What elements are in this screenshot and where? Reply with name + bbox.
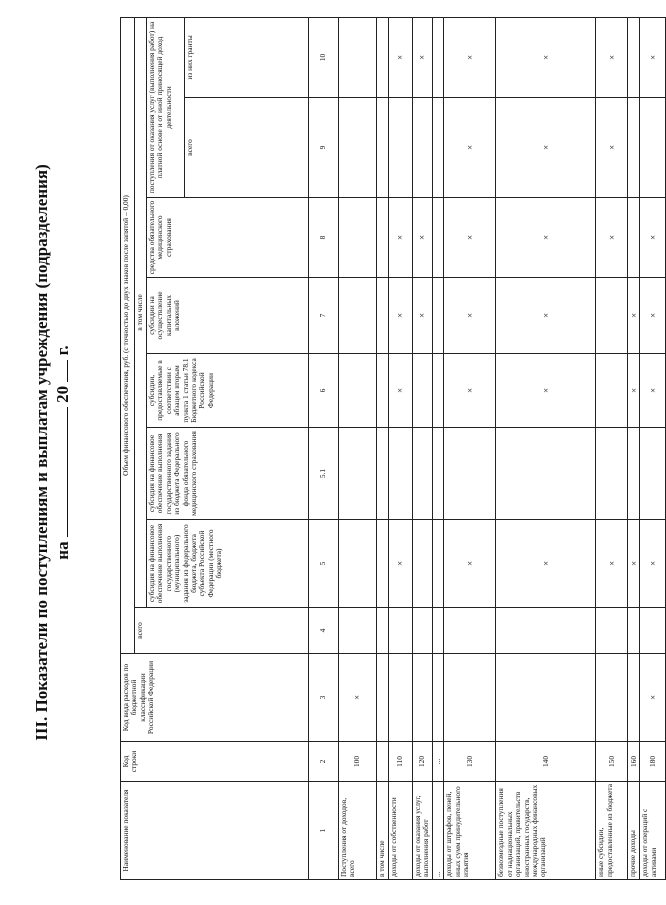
row-cell: × <box>628 278 640 354</box>
column-number: 4 <box>309 608 339 654</box>
header-col6: субсидии, предоставляемые в соответствии с абзацем вторым пункта 1 статьи 78.1 Бюджетного кодекса Российской Федерации <box>147 354 309 428</box>
row-cell <box>339 98 377 198</box>
row-cell: × <box>628 520 640 608</box>
row-cell: × <box>444 520 496 608</box>
row-cell <box>640 608 666 654</box>
indicators-table <box>120 17 666 880</box>
row-cell <box>640 428 666 520</box>
row-cell: × <box>389 17 413 97</box>
row-cell: × <box>496 520 596 608</box>
row-cell: × <box>339 654 377 742</box>
row-cell <box>496 654 596 742</box>
row-cell <box>596 354 628 428</box>
row-cell <box>339 608 377 654</box>
column-number: 5.1 <box>309 428 339 520</box>
header-col7: субсидии на осуществление капитальных вложений <box>147 278 309 354</box>
column-numbers-row <box>309 17 339 879</box>
column-number: 7 <box>309 278 339 354</box>
row-cell: × <box>444 278 496 354</box>
row-cell <box>413 98 433 198</box>
header-total: всего <box>135 608 309 654</box>
row-code: 140 <box>496 742 596 782</box>
row-cell: × <box>444 198 496 278</box>
row-cell: × <box>496 17 596 97</box>
row-cell <box>496 428 596 520</box>
column-number: 2 <box>309 742 339 782</box>
header-col9-group: поступления от оказания услуг (выполнения работ) на платной основе и от иной приносящей доход деятельности <box>147 17 185 197</box>
table-row <box>496 17 596 879</box>
row-cell <box>444 654 496 742</box>
header-row-code: Код строки <box>121 742 309 782</box>
row-name: ... <box>433 782 444 880</box>
row-cell <box>444 428 496 520</box>
row-cell <box>377 98 389 198</box>
row-cell: × <box>413 17 433 97</box>
subtitle-year-suffix: г. <box>53 345 72 356</box>
row-cell <box>377 428 389 520</box>
row-cell: × <box>496 198 596 278</box>
row-cell <box>433 98 444 198</box>
row-cell <box>628 98 640 198</box>
row-cell: × <box>628 354 640 428</box>
row-cell <box>433 654 444 742</box>
row-name: иные субсидии, предоставленные из бюджета <box>596 782 628 880</box>
row-cell: × <box>444 17 496 97</box>
row-cell: × <box>496 278 596 354</box>
header-expense-code: Код вида расходов по бюджетной классификации Российской Федерации <box>121 654 309 742</box>
row-cell <box>339 428 377 520</box>
row-cell <box>433 428 444 520</box>
row-cell <box>339 354 377 428</box>
row-cell <box>433 278 444 354</box>
row-name: доходы от оказания услуг, выполнения работ <box>413 782 433 880</box>
table-row <box>413 17 433 879</box>
row-cell <box>628 198 640 278</box>
row-cell <box>628 428 640 520</box>
row-cell <box>377 654 389 742</box>
row-name: прочие доходы <box>628 782 640 880</box>
header-col5-1: субсидия на финансовое обеспечение выполнения государственного задания из бюджета Федерального фонда обязательного медицинского страхования <box>147 428 309 520</box>
row-cell <box>339 520 377 608</box>
row-cell: × <box>444 354 496 428</box>
row-cell <box>389 608 413 654</box>
table-body <box>339 17 666 879</box>
row-cell <box>413 608 433 654</box>
row-cell <box>377 608 389 654</box>
date-blank-field <box>53 407 68 537</box>
column-number: 8 <box>309 198 339 278</box>
subtitle-prefix: на <box>53 541 72 560</box>
column-number: 9 <box>309 98 339 198</box>
subtitle-year-prefix: 20 <box>53 385 72 403</box>
row-cell <box>389 654 413 742</box>
header-col10: из них гранты <box>185 17 309 97</box>
row-cell: × <box>389 278 413 354</box>
row-cell <box>413 428 433 520</box>
row-code: 150 <box>596 742 628 782</box>
row-cell: × <box>640 198 666 278</box>
row-cell: × <box>496 354 596 428</box>
year-blank-field <box>53 360 68 382</box>
header-indicator-name: Наименование показателя <box>121 782 309 880</box>
table-row <box>389 17 413 879</box>
row-cell: × <box>389 520 413 608</box>
column-number: 6 <box>309 354 339 428</box>
table-row <box>444 17 496 879</box>
row-cell <box>413 654 433 742</box>
row-cell <box>444 608 496 654</box>
row-cell <box>433 608 444 654</box>
column-number: 5 <box>309 520 339 608</box>
table-row <box>628 17 640 879</box>
row-code: 110 <box>389 742 413 782</box>
page-subtitle <box>53 0 73 905</box>
row-cell <box>596 278 628 354</box>
column-number: 1 <box>309 782 339 880</box>
table-row <box>433 17 444 879</box>
header-col9: всего <box>185 98 309 198</box>
row-cell: × <box>640 354 666 428</box>
row-cell <box>433 354 444 428</box>
row-cell <box>377 520 389 608</box>
row-cell <box>339 198 377 278</box>
row-cell <box>377 17 389 97</box>
row-cell <box>628 654 640 742</box>
row-cell: × <box>640 654 666 742</box>
row-name: доходы от штрафов, пеней, иных сумм принудительного изъятия <box>444 782 496 880</box>
row-cell: × <box>389 354 413 428</box>
row-cell <box>377 198 389 278</box>
row-cell <box>596 608 628 654</box>
row-cell <box>433 198 444 278</box>
row-name: безвозмездные поступления от наднациональных организаций, правительств иностранных государств, международных финансовых организаций <box>496 782 596 880</box>
row-cell: × <box>596 198 628 278</box>
row-cell <box>339 278 377 354</box>
row-cell <box>628 608 640 654</box>
column-number: 3 <box>309 654 339 742</box>
row-cell <box>339 17 377 97</box>
row-cell <box>389 98 413 198</box>
row-cell: × <box>596 98 628 198</box>
row-name: Поступления от доходов, всего <box>339 782 377 880</box>
header-volume: Объем финансового обеспечения, руб. (с точностью до двух знаков после запятой – 0,00) <box>121 17 135 653</box>
row-cell <box>389 428 413 520</box>
row-cell: × <box>596 520 628 608</box>
header-col8: средства обязательного медицинского страхования <box>147 198 309 278</box>
row-cell <box>413 520 433 608</box>
table-row <box>640 17 666 879</box>
row-cell: × <box>496 98 596 198</box>
row-cell: × <box>413 278 433 354</box>
row-code: 100 <box>339 742 377 782</box>
row-cell <box>596 654 628 742</box>
row-cell: × <box>640 278 666 354</box>
row-name: доходы от собственности <box>389 782 413 880</box>
row-cell: × <box>389 198 413 278</box>
table-row <box>596 17 628 879</box>
row-cell <box>413 354 433 428</box>
row-cell <box>640 98 666 198</box>
row-cell <box>377 278 389 354</box>
row-cell: × <box>640 17 666 97</box>
row-cell: × <box>640 520 666 608</box>
row-cell <box>628 17 640 97</box>
row-code: ... <box>433 742 444 782</box>
header-col5: субсидия на финансовое обеспечение выполнения государственного (муниципального) задания из федерального бюджета, бюджета субъекта Российской Федерации (местного бюджета) <box>147 520 309 608</box>
header-including: в том числе <box>135 17 147 607</box>
row-cell <box>433 17 444 97</box>
row-name: в том числе <box>377 782 389 880</box>
row-code: 130 <box>444 742 496 782</box>
row-cell <box>496 608 596 654</box>
table-row <box>339 17 377 879</box>
row-cell <box>377 354 389 428</box>
row-code: 160 <box>628 742 640 782</box>
column-number: 10 <box>309 17 339 97</box>
row-cell: × <box>596 17 628 97</box>
table-row <box>377 17 389 879</box>
row-cell <box>596 428 628 520</box>
row-code: 180 <box>640 742 666 782</box>
row-cell: × <box>444 98 496 198</box>
row-cell <box>433 520 444 608</box>
row-code: 120 <box>413 742 433 782</box>
row-code <box>377 742 389 782</box>
row-name: доходы от операций с активами <box>640 782 666 880</box>
page-title: III. Показатели по поступлениям и выплатам учреждения (подразделения) <box>32 164 51 741</box>
row-cell: × <box>413 198 433 278</box>
